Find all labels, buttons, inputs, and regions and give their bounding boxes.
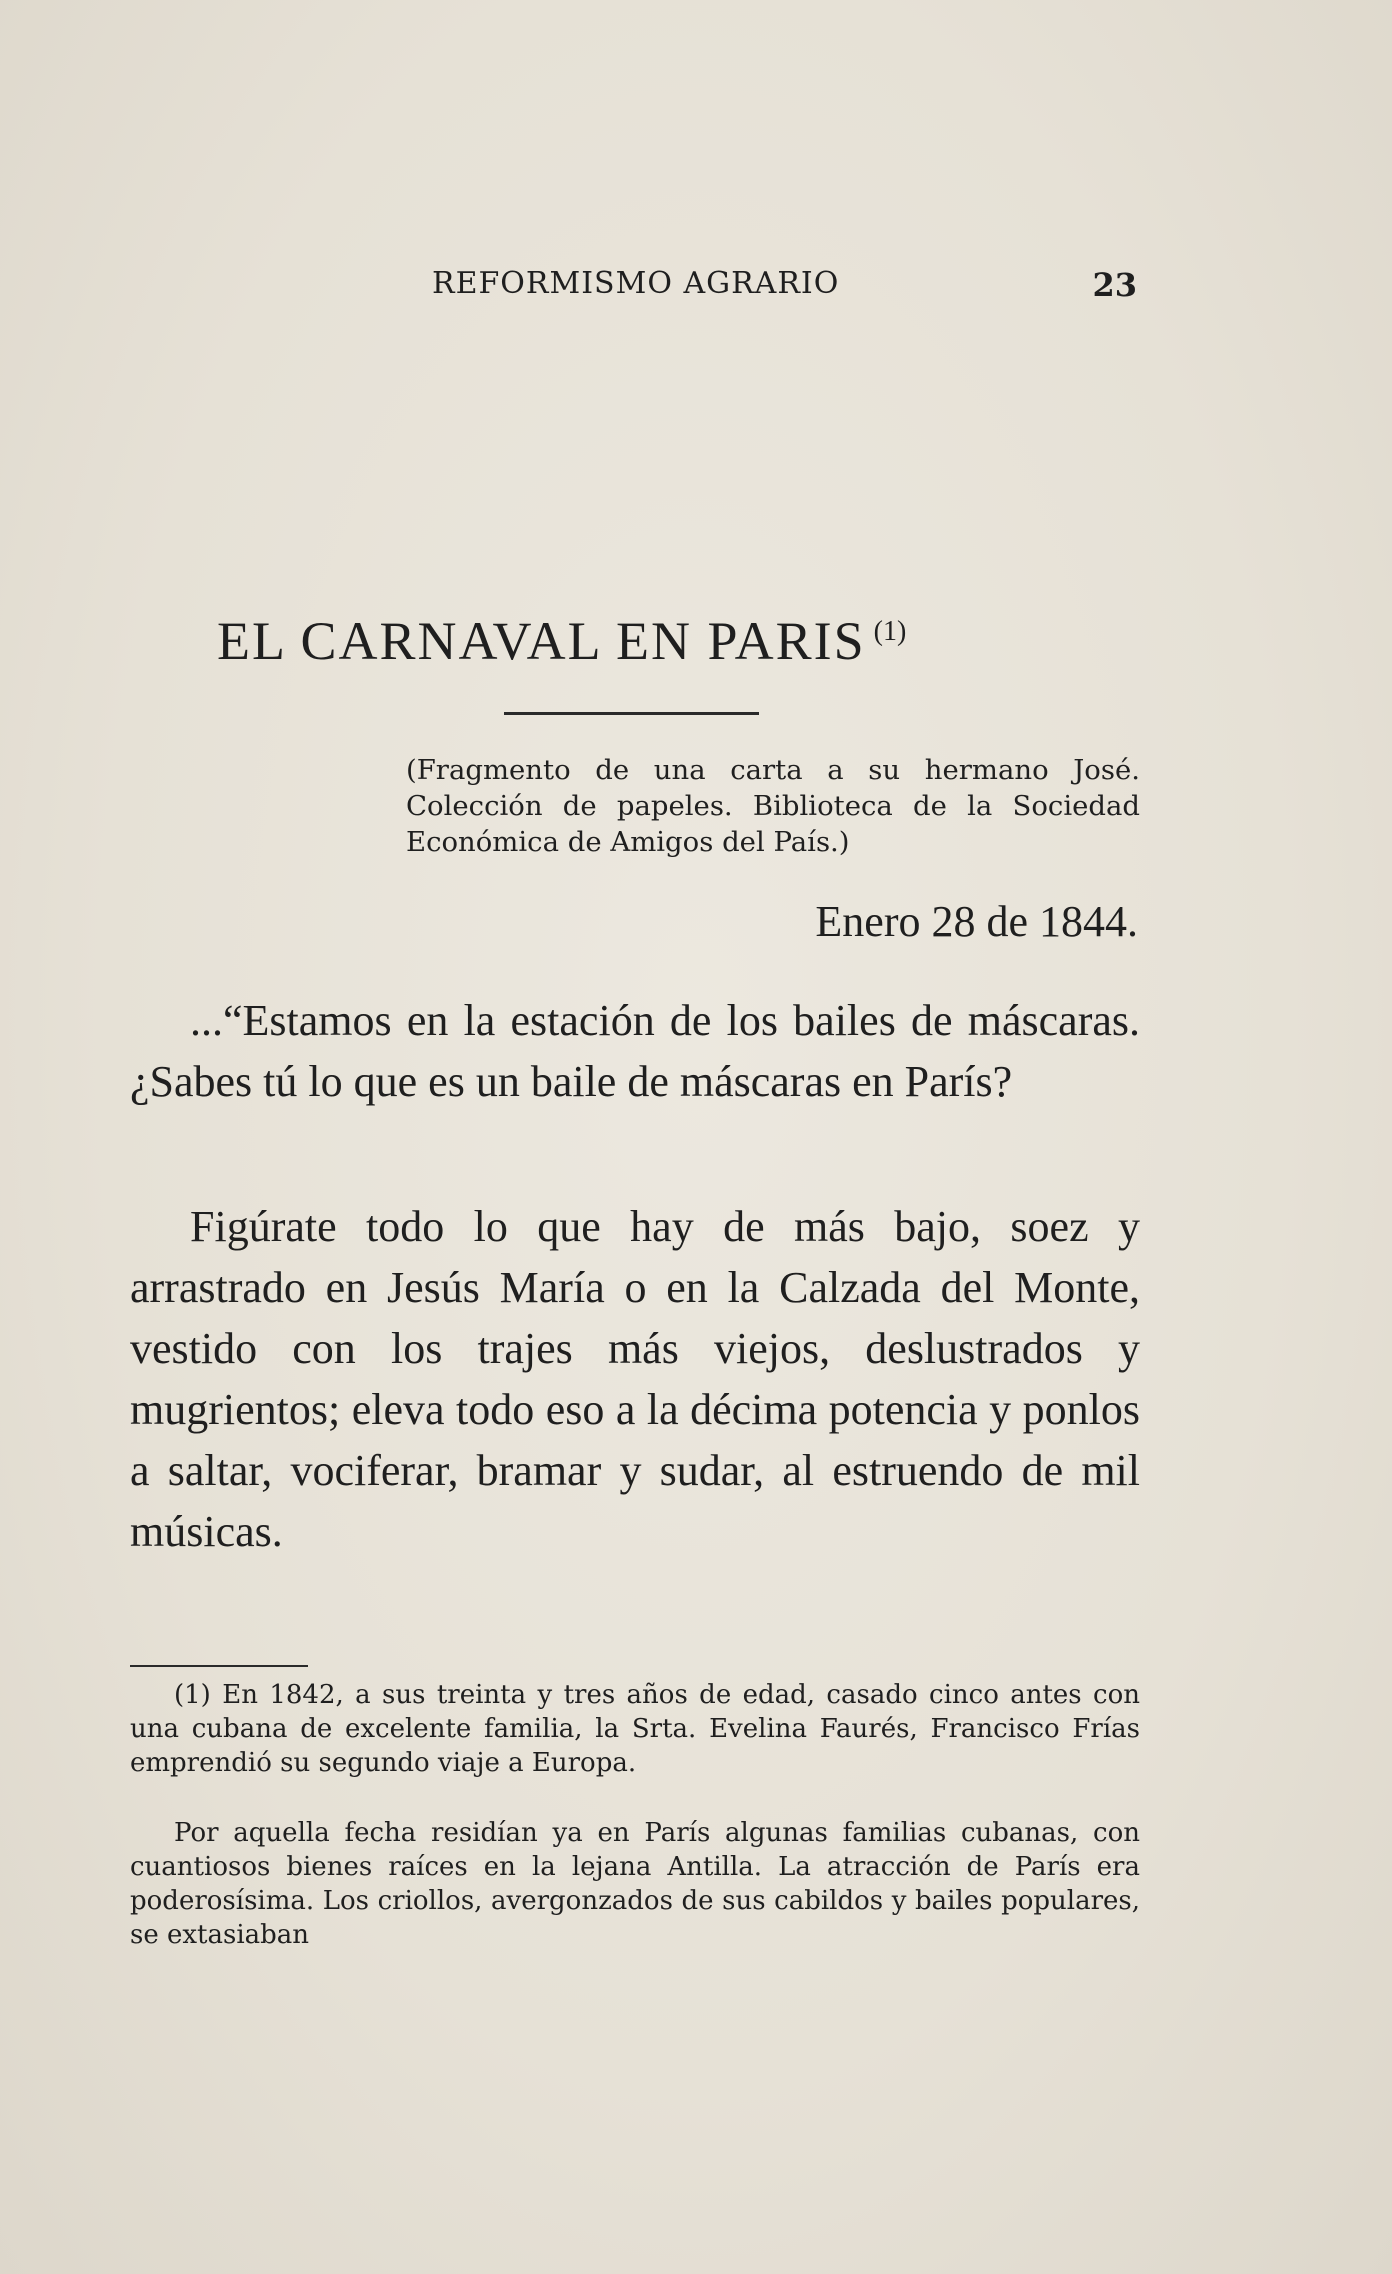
running-head: REFORMISMO AGRARIO bbox=[432, 266, 840, 301]
page-number: 23 bbox=[1092, 266, 1137, 304]
footnote-rule bbox=[130, 1665, 308, 1667]
source-note: (Fragmento de una carta a su hermano José. Colección de papeles. Biblioteca de la Sociedad Económica de Amigos del País.) bbox=[406, 754, 1140, 858]
date-line: Enero 28 de 1844. bbox=[815, 897, 1138, 946]
footnote-1: (1) En 1842, a sus treinta y tres años de edad, casado cinco antes con una cubana de excelente familia, la Srta. Evelina Faurés, Francisco Frías emprendió su segundo viaje a Europa. bbox=[130, 1680, 1140, 1778]
title-rule bbox=[504, 712, 759, 715]
chapter-title-text: EL CARNAVAL EN PARIS bbox=[217, 611, 866, 671]
footnote-1-continued: Por aquella fecha residían ya en París algunas familias cubanas, con cuantiosos bienes raíces en la lejana Antilla. La atracción de París era poderosísima. Los criollos, avergonzados de sus cabildos y bailes populares, se extasiaban bbox=[130, 1818, 1140, 1950]
footnote-marker: (1) bbox=[873, 616, 907, 647]
chapter-title bbox=[217, 610, 906, 672]
body-paragraph-2: Figúrate todo lo que hay de más bajo, soez y arrastrado en Jesús María o en la Calzada del Monte, vestido con los trajes más viejos, deslustrados y mugrientos; eleva todo eso a la décima potencia y ponlos a saltar, vociferar, bramar y sudar, al estruendo de mil músicas. bbox=[130, 1202, 1140, 1556]
body-paragraph-1: ...“Estamos en la estación de los bailes de máscaras. ¿Sabes tú lo que es un baile de máscaras en París? bbox=[130, 996, 1140, 1106]
